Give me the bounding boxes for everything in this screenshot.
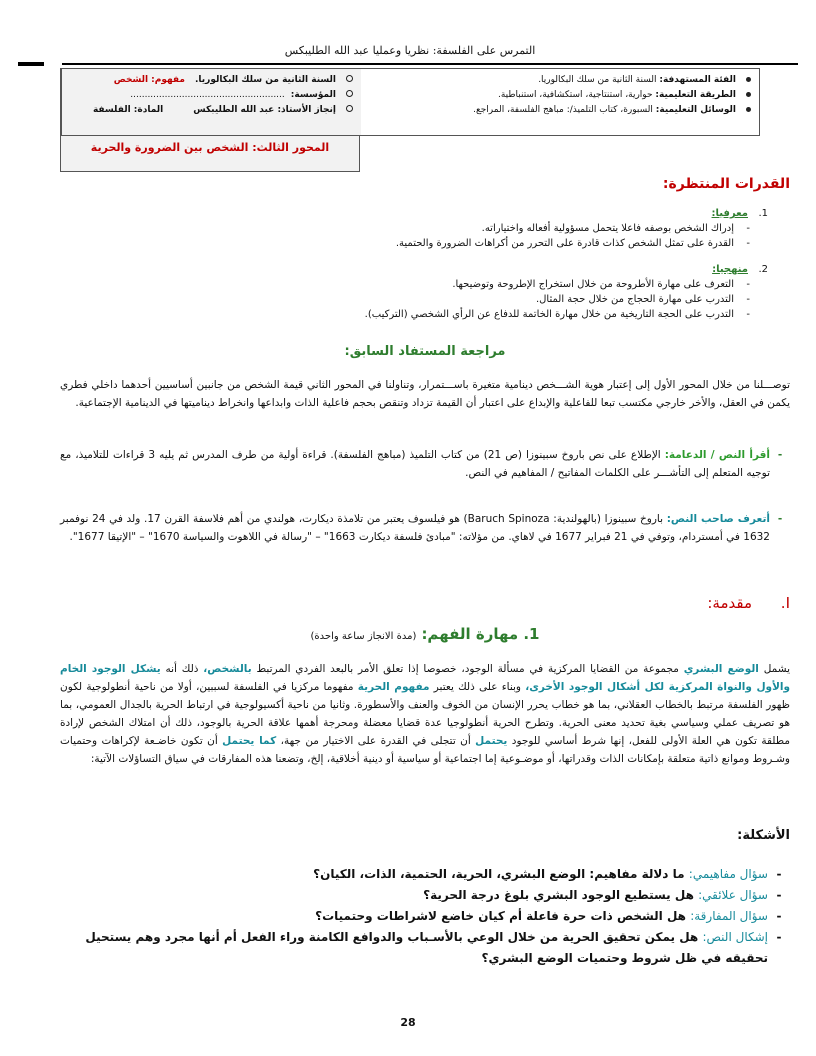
question-label: سؤال علائقي: [698,888,768,902]
axis-row [60,136,760,172]
question-content [423,885,768,906]
list-item: - التعرف على مهارة الأطروحة من خلال استخراج الإطروحة وتوضيحها. [452,279,750,290]
info-table [60,68,760,172]
cognitive-label: معرفيا: [711,208,748,219]
intro-heading [60,594,790,612]
read-text-content [60,446,770,482]
question-item [60,864,790,885]
section-number: I. [780,594,790,612]
list-item-text: القدرة على تمثل الشخص كذات قادرة على التحرر من أكراهات الضرورة والحتمية. [395,238,734,249]
skill-heading [60,624,790,643]
keyword: الوضع البشري [683,663,759,675]
info-line-target [369,75,751,85]
info-value: السبورة، كتاب التلميذ/: مباهج الفلسفة، المراجع. [473,105,653,115]
question-content [315,906,768,927]
read-text-label: أقرأ النص / الدعامة: [664,449,770,461]
read-text-body: الإطلاع على نص باروخ سبينوزا (ص 21) من كتاب التلميذ (مباهج الفلسفة). قراءة أولية من طرف المدرس ثم يليه 3 قراءات للتلاميذ، مع توجيه المتعلم إلى التأشـــر على الكلمات المفاتيح / المفاهيم في النص. [60,449,770,479]
keyword: مفهوم الحرية [357,681,430,693]
read-text-item [60,446,790,482]
question-text: هل الشخص ذات حرة فاعلة أم كيان خاضع لاشراطات وحتميات؟ [315,909,687,923]
header-rule [62,63,798,65]
skill-number: 1. [523,625,540,643]
concept-label: مفهوم: [151,75,185,85]
list-item-text: إدراك الشخص بوصفه فاعلا يتحمل مسؤولية أفعاله واختياراته. [481,223,734,234]
question-label: إشكال النص: [702,930,768,944]
dash: - [776,930,782,944]
question-text: ما دلالة مفاهيم: الوضع البشري، الحرية، الحتمية، الذات، الكيان؟ [313,867,685,881]
list-item-text: التدرب على مهارة الحجاج من خلال حجة المثال. [535,294,734,305]
dash: - [776,909,782,923]
read-text-block [60,446,790,482]
question-label: سؤال المفارقة: [690,909,768,923]
info-line-tools [369,105,751,115]
intro-title: مقدمة: [707,594,752,612]
school-label: المؤسسة: [290,90,336,100]
author-body: باروخ سبينوزا (بالهولندية: Baruch Spinoza) هو فيلسوف يعتبر من تلامذة ديكارت، هولندي من أهم فلاسفة القرن 17. ولد في 24 نوفمبر 1632 في أمستردام، وتوفي في 21 فبراير 1677 في لاهاي. من مؤلاته: "مبادئ فلسفة ديكارت 1663" – "رسالة في اللاهوت والسياسة 1670" – "الإتيقا 1677". [60,513,770,543]
list-number: 2. [758,264,768,275]
circle-bullet-icon [346,75,353,82]
teacher-name: إنجاز الأستاذ: عبد الله الطليبكس [193,105,336,115]
dash: - [777,513,783,525]
intro-text: أن تتجلى في القدرة على الاختيار من جهة، [280,735,471,747]
intro-paragraph [60,660,790,768]
skill-note: (مدة الانجاز ساعة واحدة) [310,631,417,642]
cognitive-heading [60,206,790,221]
dash: - [777,449,783,461]
keyword: يشكل الوجود الخام والأول والنواة المركزية لكل أشكال الوجود الأخرى، [60,663,791,693]
question-label: سؤال مفاهيمي: [688,867,768,881]
info-label: الفئة المستهدفة: [659,75,736,85]
question-text: هل يمكن تحقيق الحرية من خلال الوعي بالأسـباب والدوافع الكامنة وراء الفعل أم أنها مجرد وهم يستحيل تحقيقه في ظل شروط وحتميات الوضع البشري؟ [85,930,768,965]
list-item: - التدرب على الحجة التاريخية من خلال مهارة الخاتمة للدفاع عن الرأي الشخصي (التركيب). [364,309,750,320]
list-item-text: التعرف على مهارة الأطروحة من خلال استخراج الإطروحة وتوضيحها. [452,279,734,290]
info-level: السنة الثانية من سلك البكالوريا. [194,75,336,85]
keyword: بالشخص، [203,663,252,675]
keyword: كما يحتمل [222,735,277,747]
bullet-icon [746,107,751,112]
info-label: الطريقة التعليمية: [655,90,736,100]
bullet-icon [746,77,751,82]
list-item: - التدرب على مهارة الحجاج من خلال حجة المثال. [535,294,750,305]
intro-text: أن تكون خاضـعة لإكراهات وحتميات وشـروط وموانع ذاتية متعلقة بإمكانات الذات وقدراتها، أو موضـوعية إما اجتماعية أو سياسية أو دينية أخلاقية، إلخ، وتضعنا هذه المفارقات في سياق التساؤلات الآتية: [60,735,790,765]
info-line-school [70,90,353,100]
running-header: التمرس على الفلسفة: نظريا وعمليا عبد الله الطليبكس [284,44,536,57]
problems-title: الأشكلة: [737,828,790,843]
circle-bullet-icon [346,90,353,97]
info-row [60,68,760,136]
review-body: توصـــلنا من خلال المحور الأول إلى إعتبار هوية الشـــخص دينامية متغيرة باســـتمرار، وتناولنا في المحور الثاني قيمة الشخص من جانبين أساسيين أحدهما داخلي فطري يكمن في العقل، والأخر خارجي مكتسب تبعا للفاعلية والإبداع على اعتبار أن القيمة تزداد وتنقص بحجم فاعلية الذات وابداعها وانخراط ديناميتها في الدينامية الإجتماعية. [60,379,790,409]
capabilities-cognitive [60,206,790,251]
intro-text: وبناء على ذلك يعتبر [433,681,521,693]
info-line-method [369,90,751,100]
intro-text: ذلك أنه [165,663,199,675]
info-label: الوسائل التعليمية: [655,105,736,115]
info-left-cell [61,69,361,135]
info-line-level [70,75,353,85]
bullet-icon [746,92,751,97]
intro-text: مفهوما مركزيا في الفلسفة لسببين، أولا من ناحية أنطولوجية لكون ظهور الفلسفة مرتبط بالخطاب العقلاني، بما هو خطاب يحرر الإنسان من الخوف والعنف والأسطورة. وثانيا من ناحية أكسيولوجية في ارتباط الحرية بالجدال العمومي، بما هو تصريف عملي وسياسي بغية تحديد معنى الحرية. وتطرح الحرية أنطولوجيا عدة قضايا معضلة ومحرجة أهمها علاقة الحرية بالوجود، ذلك أن امتلاك الشخص لإرادة مطلقة تكون هي العلة الأولى للفعل، إنها شرط أساسي للوجود [60,681,790,747]
problems-list [60,864,790,969]
keyword: يحتمل [475,735,508,747]
header-rule-thick [18,62,44,66]
axis-title: المحور الثالث: الشخص بين الضرورة والحرية [60,136,360,172]
info-value: السنة الثانية من سلك البكالوريا. [538,75,657,85]
question-item [60,885,790,906]
dash: - [776,888,782,902]
method-label: منهجيا: [712,264,748,275]
list-item-text: التدرب على الحجة التاريخية من خلال مهارة الخاتمة للدفاع عن الرأي الشخصي (التركيب). [364,309,734,320]
author-label: أتعرف صاحب النص: [666,513,770,525]
dash: - [776,867,782,881]
intro-text: مجموعة من القضايا المركزية في مسألة الوجود، خصوصا إذا تعلق الأمر بالبعد الفردي المرتبط [256,663,679,675]
school-value: ...................................................... [130,90,285,100]
info-line-author [70,105,353,115]
list-item: - القدرة على تمثل الشخص كذات قادرة على التحرر من أكراهات الضرورة والحتمية. [395,238,750,249]
review-title: مراجعة المستفاد السابق: [344,344,506,359]
info-value: حوارية، استنتاجية، استكشافية، استنباطية. [497,90,653,100]
subject-name: المادة: الفلسفة [92,105,164,115]
author-item [60,510,790,546]
question-item [60,906,790,927]
intro-text: يشمل [763,663,790,675]
question-content [313,864,768,885]
capabilities-method [60,262,790,322]
author-block [60,510,790,546]
question-content [60,927,768,969]
info-right-cell [361,69,759,135]
skill-title: مهارة الفهم: [421,625,519,643]
concept-value: الشخص [113,75,149,85]
circle-bullet-icon [346,105,353,112]
question-text: هل يستطيع الوجود البشري بلوغ درجة الحرية؟ [423,888,694,902]
list-number: 1. [758,208,768,219]
page-number: 28 [400,1016,416,1029]
author-content [60,510,770,546]
question-item [60,927,790,969]
capabilities-title: القدرات المنتظرة: [662,176,790,192]
method-heading [60,262,790,277]
list-item: - إدراك الشخص بوصفه فاعلا يتحمل مسؤولية أفعاله واختياراته. [481,223,750,234]
